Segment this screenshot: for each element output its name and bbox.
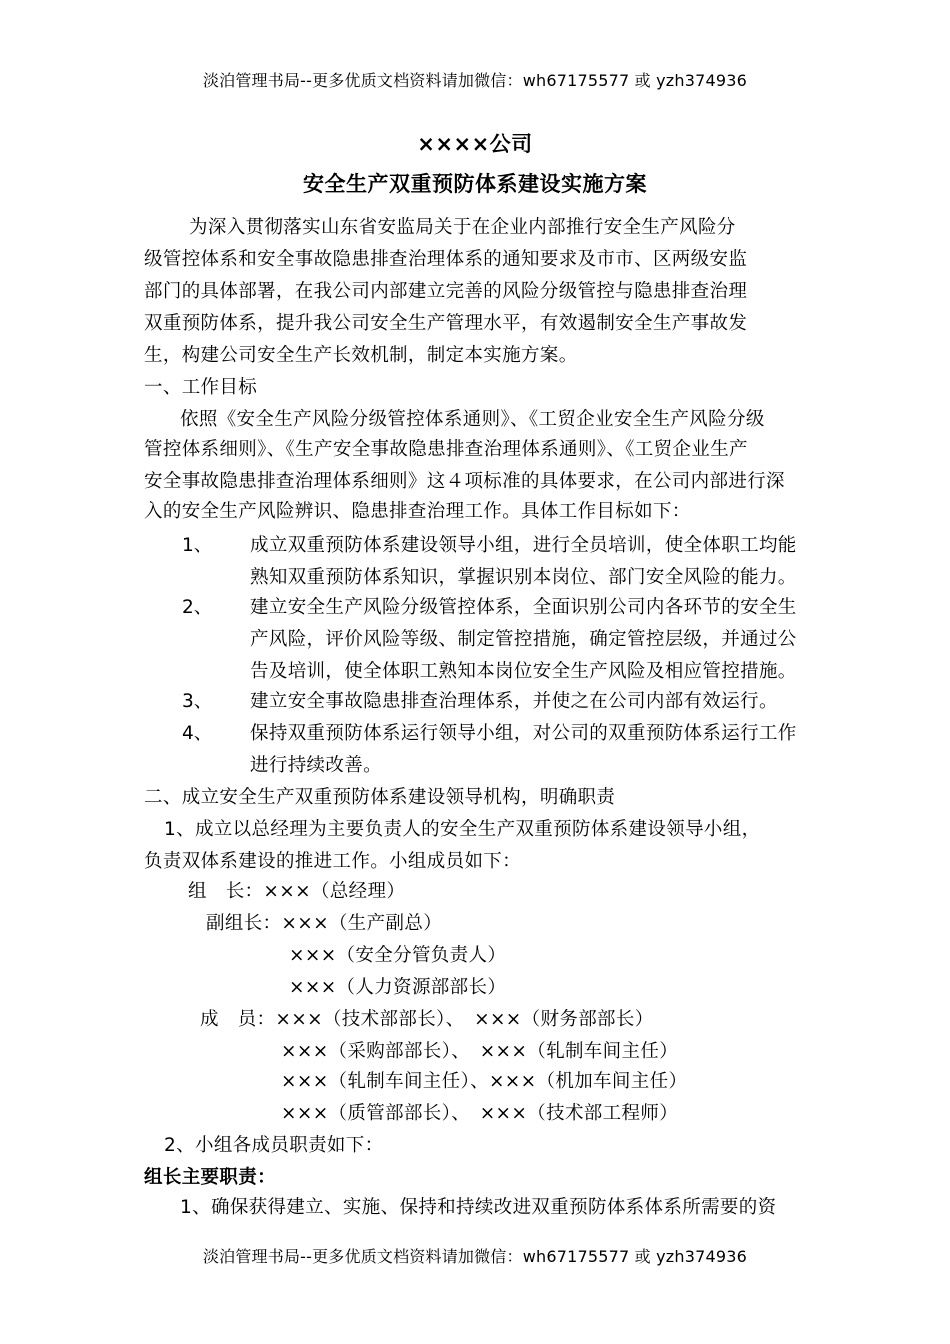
section2-heading: 二、成立安全生产双重预防体系建设领导机构，明确职责 [144, 787, 616, 808]
goal-item-3-number: 3、 [182, 691, 213, 712]
team-deputy-3: ×××（人力资源部部长） [289, 977, 507, 998]
leader-duty-1: 1、确保获得建立、实施、保持和持续改进双重预防体系体系所需要的资 [180, 1197, 777, 1218]
page-footer: 淡泊管理书局--更多优质文档资料请加微信：wh67175577 或 yzh374936 [202, 1247, 748, 1266]
team-members-2: ×××（采购部部长）、 ×××（轧制车间主任） [281, 1041, 679, 1062]
goal-item-4-line-2: 进行持续改善。 [250, 755, 382, 776]
goal-item-2-line-2: 产风险，评价风险等级、制定管控措施，确定管控层级，并通过公 [250, 629, 797, 650]
section2-p1-line-1: 1、成立以总经理为主要负责人的安全生产双重预防体系建设领导小组， [164, 819, 761, 840]
goal-item-2-number: 2、 [182, 597, 213, 618]
section1-body-line-2: 管控体系细则》、《生产安全事故隐患排查治理体系通则》、《工贸企业生产 [144, 439, 748, 460]
section2-p2: 2、小组各成员职责如下： [164, 1135, 384, 1156]
goal-item-4-number: 4、 [182, 723, 213, 744]
section1-body-line-1: 依照《安全生产风险分级管控体系通则》、《工贸企业安全生产风险分级 [180, 409, 765, 430]
goal-item-1-number: 1、 [182, 535, 213, 556]
team-leader: 组 长：×××（总经理） [188, 881, 406, 902]
team-deputy-2: ×××（安全分管负责人） [289, 945, 507, 966]
leader-duties-heading: 组长主要职责： [144, 1167, 276, 1188]
intro-line-4: 双重预防体系，提升我公司安全生产管理水平，有效遏制安全生产事故发 [144, 313, 748, 334]
company-title: ××××公司 [417, 132, 533, 156]
intro-line-1: 为深入贯彻落实山东省安监局关于在企业内部推行安全生产风险分 [189, 217, 736, 238]
goal-item-2-line-3: 告及培训，使全体职工熟知本岗位安全生产风险及相应管控措施。 [250, 661, 797, 682]
goal-item-1-line-2: 熟知双重预防体系知识，掌握识别本岗位、部门安全风险的能力。 [250, 567, 797, 588]
team-members-1: 成 员：×××（技术部部长）、 ×××（财务部部长） [200, 1009, 654, 1030]
section1-heading: 一、工作目标 [144, 377, 258, 398]
goal-item-1-line-1: 成立双重预防体系建设领导小组，进行全员培训，使全体职工均能 [250, 535, 797, 556]
intro-line-3: 部门的具体部署，在我公司内部建立完善的风险分级管控与隐患排查治理 [144, 281, 748, 302]
page-header: 淡泊管理书局--更多优质文档资料请加微信：wh67175577 或 yzh374936 [202, 71, 748, 90]
section2-p1-line-2: 负责双体系建设的推进工作。小组成员如下： [144, 851, 522, 872]
goal-item-2-line-1: 建立安全生产风险分级管控体系，全面识别公司内各环节的安全生 [250, 597, 797, 618]
goal-item-4-line-1: 保持双重预防体系运行领导小组，对公司的双重预防体系运行工作 [250, 723, 797, 744]
document-title: 安全生产双重预防体系建设实施方案 [303, 172, 647, 196]
section1-body-line-4: 入的安全生产风险辨识、隐患排查治理工作。具体工作目标如下： [144, 501, 691, 522]
goal-item-3-line-1: 建立安全事故隐患排查治理体系，并使之在公司内部有效运行。 [250, 691, 778, 712]
team-deputy-1: 副组长：×××（生产副总） [206, 913, 443, 934]
intro-line-2: 级管控体系和安全事故隐患排查治理体系的通知要求及市市、区两级安监 [144, 249, 748, 270]
team-members-3: ×××（轧制车间主任）、×××（机加车间主任） [281, 1071, 688, 1092]
team-members-4: ×××（质管部部长）、 ×××（技术部工程师） [281, 1103, 679, 1124]
section1-body-line-3: 安全事故隐患排查治理体系细则》这４项标准的具体要求，在公司内部进行深 [144, 471, 785, 492]
intro-line-5: 生，构建公司安全生产长效机制，制定本实施方案。 [144, 345, 578, 366]
